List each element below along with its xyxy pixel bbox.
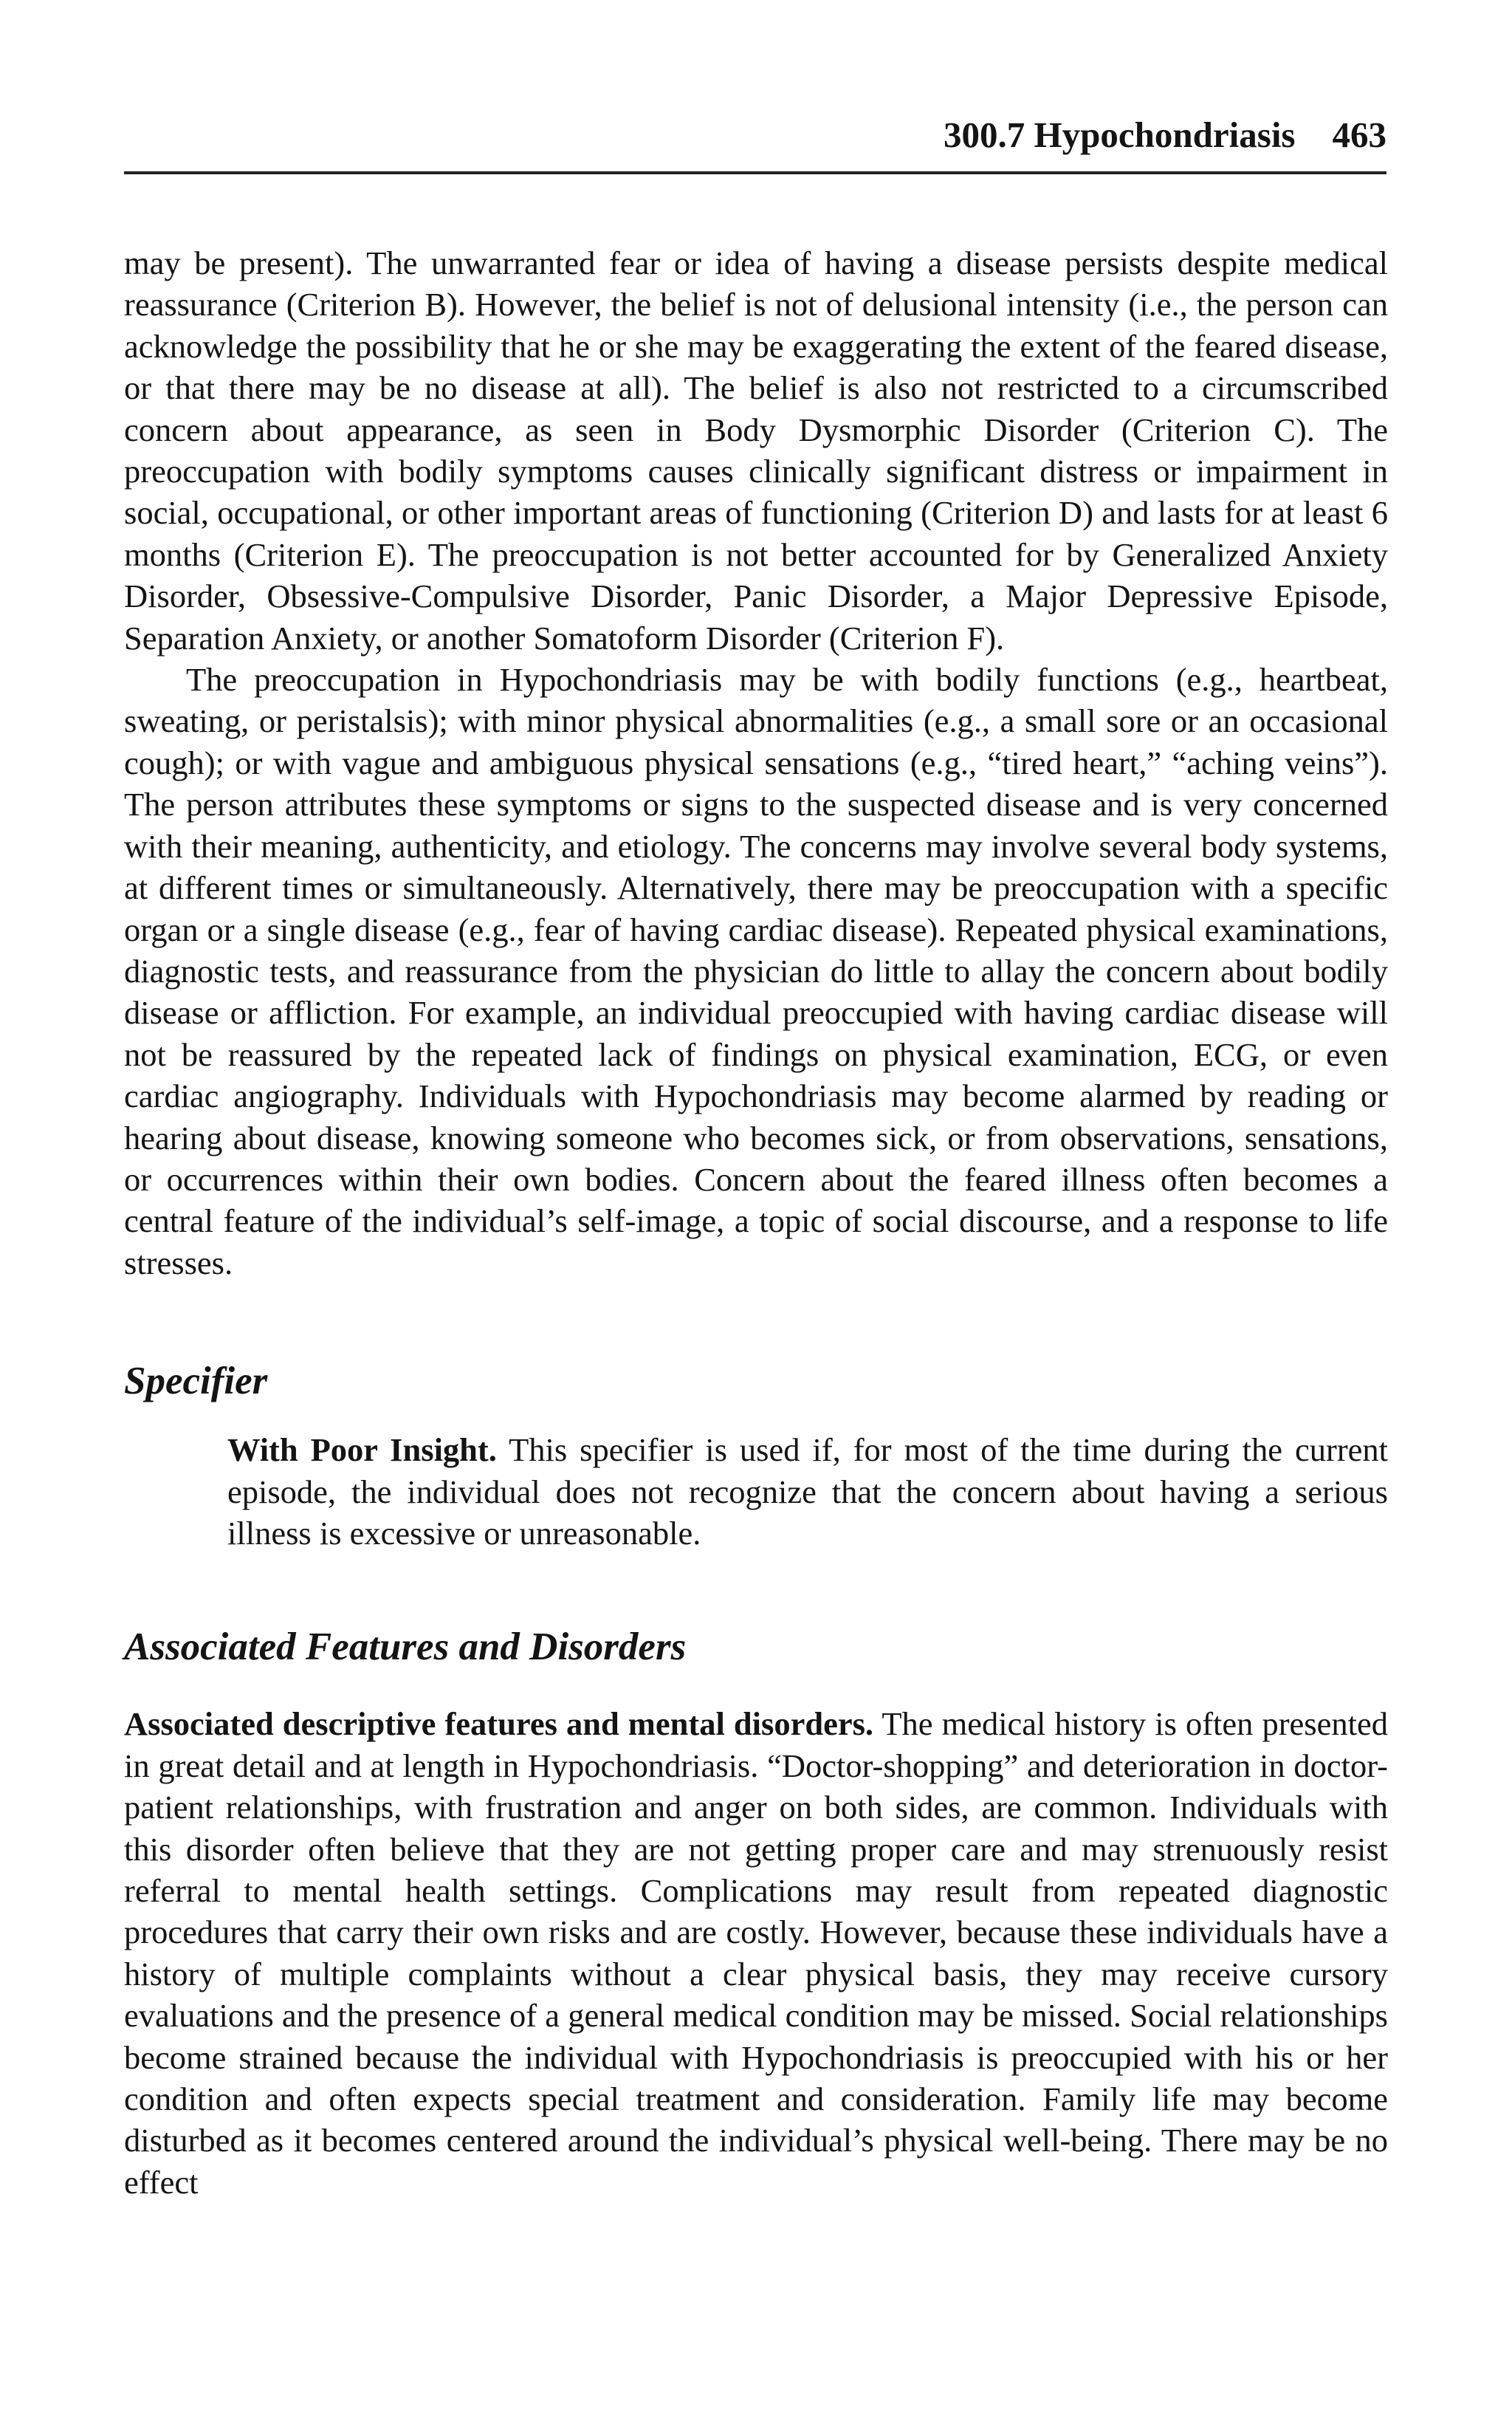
- body-paragraph-1: may be present). The unwarranted fear or idea of having a disease persists despite medical reassurance (Criterion B). However, the belief is not of delusional intensity (i.e., the person can acknowledge the possibility that he or she may be exaggerating the extent of the feared disease, or that there may be no disease at all). The belief is also not restricted to a circumscribed concern about appearance, as seen in Body Dysmorphic Disorder (Criterion C). The preoccupation with bodily symptoms causes clinically significant distress or impairment in social, occupational, or other important areas of functioning (Criterion D) and lasts for at least 6 months (Criterion E). The preoccupation is not better accounted for by Generalized Anxiety Disorder, Obsessive-Compulsive Disorder, Panic Disorder, a Major Depressive Episode, Separation Anxiety, or another Somatoform Disorder (Criterion F).: [124, 244, 1388, 657]
- body-paragraph-2: The preoccupation in Hypochondriasis may be with bodily functions (e.g., heartbeat, sweating, or peristalsis); with minor physical abnormalities (e.g., a small sore or an occasional cough); or with vague and ambiguous physical sensations (e.g., “tired heart,” “aching veins”). The person attributes these symptoms or signs to the suspected disease and is very concerned with their meaning, authenticity, and etiology. The concerns may involve several body systems, at different times or simultaneously. Alternatively, there may be preoccupation with a specific organ or a single disease (e.g., fear of having cardiac disease). Repeated physical examinations, diagnostic tests, and reassurance from the physician do little to allay the concern about bodily disease or affliction. For example, an individual preoccupied with having cardiac disease will not be reassured by the repeated lack of findings on physical examination, ECG, or even cardiac angiography. Individuals with Hypochondriasis may become alarmed by reading or hearing about disease, knowing someone who becomes sick, or from observations, sensations, or occurrences within their own bodies. Concern about the feared illness often becomes a central feature of the individual’s self-image, a topic of social discourse, and a response to life stresses.: [124, 661, 1388, 1281]
- running-header: [124, 111, 1386, 174]
- specifier-term: With Poor Insight.: [227, 1431, 497, 1469]
- specifier-heading: Specifier: [124, 1360, 268, 1403]
- header-title: 300.7 Hypochondriasis: [944, 114, 1296, 155]
- specifier-paragraph: [227, 1429, 1388, 1554]
- header-title-line: [944, 114, 1386, 156]
- specifier-text: This specifier is used if, for most of the time during the current episode, the individual does not recognize that the concern about having a serious illness is excessive or unreasonable.: [227, 1431, 1389, 1552]
- page-number: 463: [1332, 114, 1386, 155]
- associated-text: The medical history is often presented in great detail and at length in Hypochondriasis. “Doctor-shopping” and deterioration in doctor-patient relationships, with frustration and anger on both sides, are common. Individuals with this disorder often believe that they are not getting proper care and may strenuously resist referral to mental health settings. Complications may result from repeated diagnostic procedures that carry their own risks and are costly. However, because these individuals have a history of multiple complaints without a clear physical basis, they may receive cursory evaluations and the presence of a general medical condition may be missed. Social relationships become strained because the individual with Hypochondriasis is preoccupied with his or her condition and often expects special treatment and consideration. Family life may become disturbed as it becomes centered around the individual’s physical well-being. There may be no effect: [124, 1705, 1388, 2201]
- page-content: [124, 242, 1388, 2203]
- associated-subheading: Associated descriptive features and mental disorders.: [124, 1705, 874, 1743]
- associated-features-paragraph: [124, 1703, 1388, 2203]
- associated-features-heading: Associated Features and Disorders: [124, 1625, 687, 1669]
